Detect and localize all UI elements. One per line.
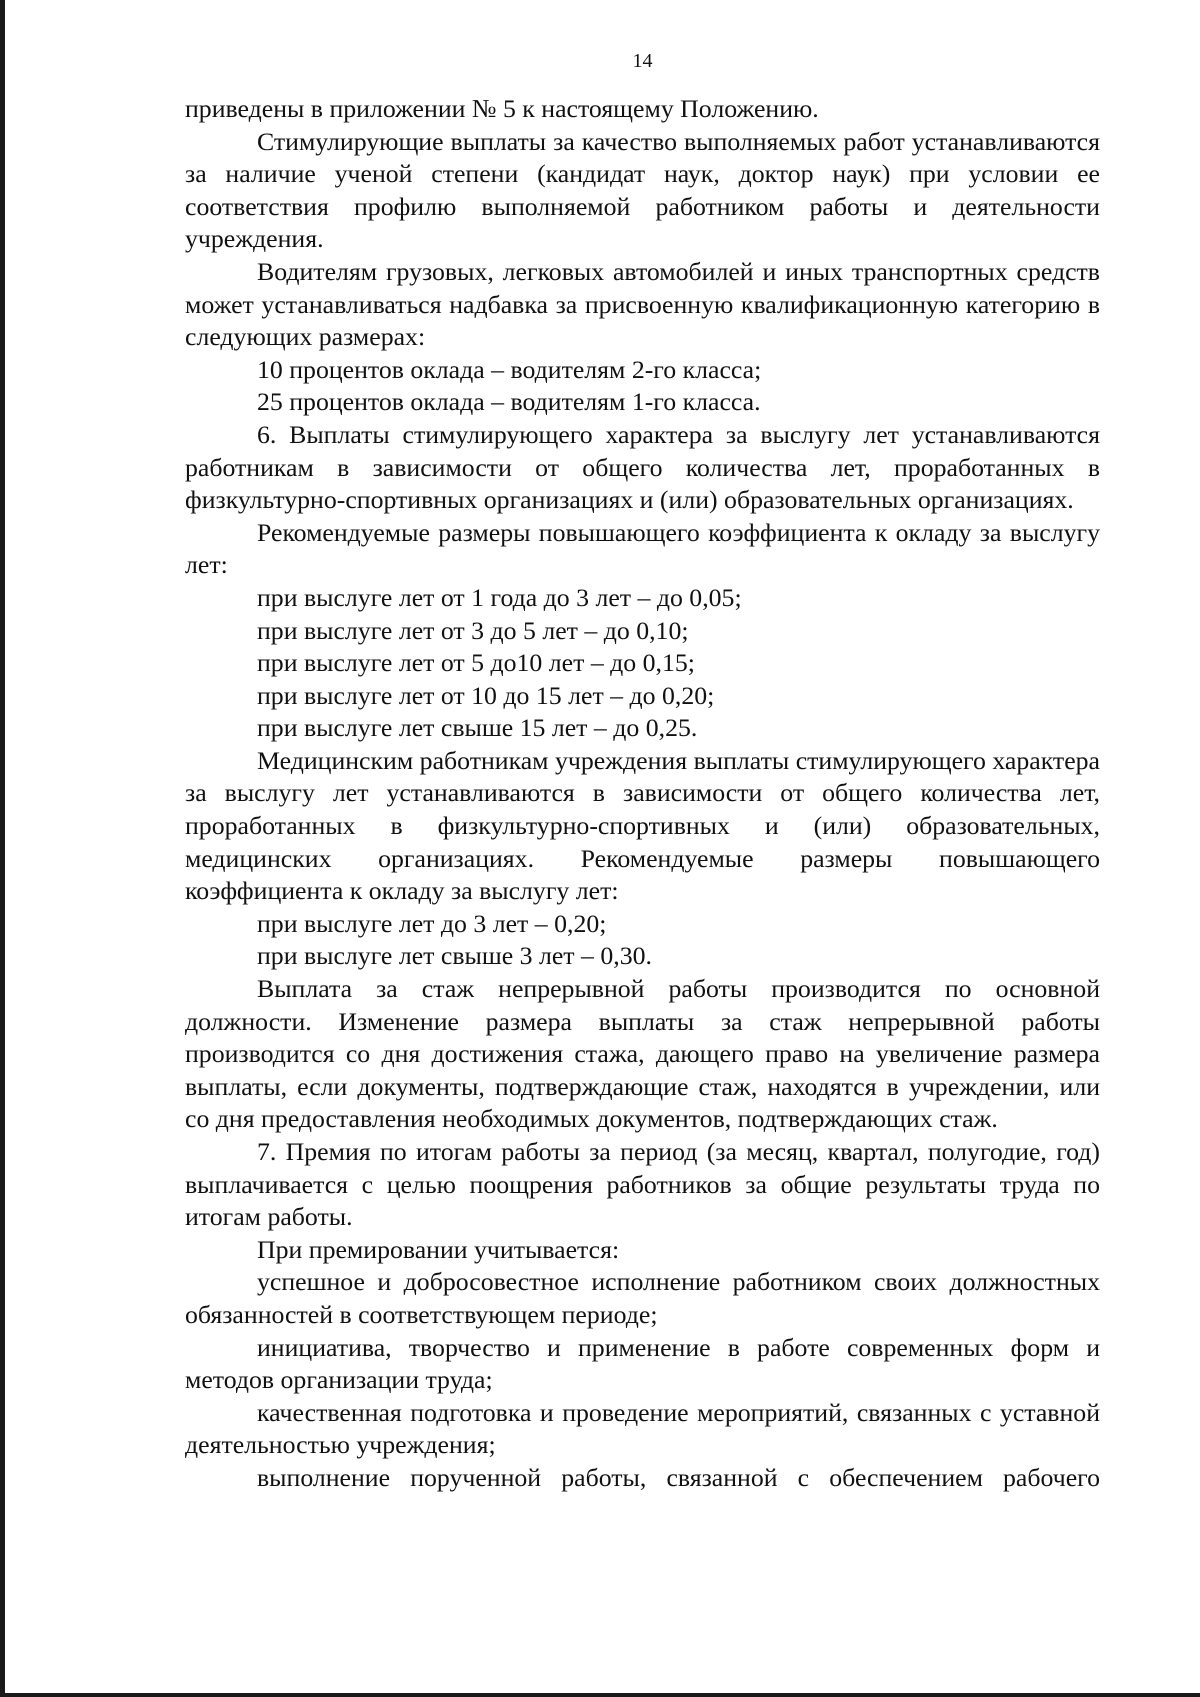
paragraph: Выплата за стаж непрерывной работы производится по основной должности. Изменение размера выплаты за стаж непрерывной работы производится со дня достижения стажа, дающего право на увеличение размера выплаты, если документы, подтверждающие стаж, находятся в учреждении, или со дня предоставления необходимых документов, подтверждающих стаж. (185, 974, 1100, 1134)
paragraph: 7. Премия по итогам работы за период (за месяц, квартал, полугодие, год) выплачивается с целью поощрения работников за общие результаты труда по итогам работы. (185, 1137, 1100, 1232)
paragraph: успешное и добросовестное исполнение работником своих должностных обязанностей в соответствующем периоде; (185, 1267, 1100, 1329)
paragraph: качественная подготовка и проведение мероприятий, связанных с уставной деятельностью учреждения; (185, 1397, 1100, 1460)
scan-edge-bottom (0, 1693, 1200, 1697)
paragraph: 10 процентов оклада – водителям 2-го класса; (257, 354, 762, 384)
paragraph: 25 процентов оклада – водителям 1-го класса. (257, 387, 761, 417)
paragraph: приведены в приложении № 5 к настоящему Положению. (185, 94, 819, 123)
paragraph: при выслуге лет от 1 года до 3 лет – до 0,05; (257, 582, 742, 612)
paragraph: Водителям грузовых, легковых автомобилей и иных транспортных средств может устанавливаться надбавка за присвоенную квалификационную категорию в следующих размерах: (185, 256, 1100, 352)
paragraph: выполнение порученной работы, связанной с обеспечением рабочего (257, 1462, 1100, 1492)
paragraph: инициатива, творчество и применение в работе современных форм и методов организации труда; (185, 1332, 1100, 1395)
paragraph: При премировании учитывается: (257, 1234, 620, 1264)
paragraph: при выслуге лет свыше 3 лет – 0,30. (257, 941, 652, 971)
paragraph: при выслуге лет от 10 до 15 лет – до 0,20; (257, 680, 715, 710)
paragraph: 6. Выплаты стимулирующего характера за выслугу лет устанавливаются работникам в зависимости от общего количества лет, проработанных в физкультурно-спортивных организациях и (или) образовательных организациях. (185, 419, 1100, 515)
paragraph: при выслуге лет до 3 лет – 0,20; (257, 908, 607, 938)
scan-edge-left (0, 0, 5, 1697)
page-number: 14 (632, 50, 653, 72)
paragraph: Медицинским работникам учреждения выплаты стимулирующего характера за выслугу лет устанавливаются в зависимости от общего количества лет, проработанных в физкультурно-спортивных и (или) образовательных, медицинских организациях. Рекомендуемые размеры повышающего коэффициента к окладу за выслугу лет: (185, 745, 1100, 906)
paragraph: Стимулирующие выплаты за качество выполняемых работ устанавливаются за наличие ученой степени (кандидат наук, доктор наук) при условии ее соответствия профилю выполняемой работником работы и деятельности учреждения. (185, 126, 1100, 254)
paragraph: при выслуге лет свыше 15 лет – до 0,25. (257, 713, 698, 743)
paragraph: при выслуге лет от 5 до10 лет – до 0,15; (257, 648, 695, 678)
paragraph: Рекомендуемые размеры повышающего коэффициента к окладу за выслугу лет: (185, 517, 1100, 580)
document-body (185, 93, 1100, 1495)
paragraph: при выслуге лет от 3 до 5 лет – до 0,10; (257, 615, 689, 645)
